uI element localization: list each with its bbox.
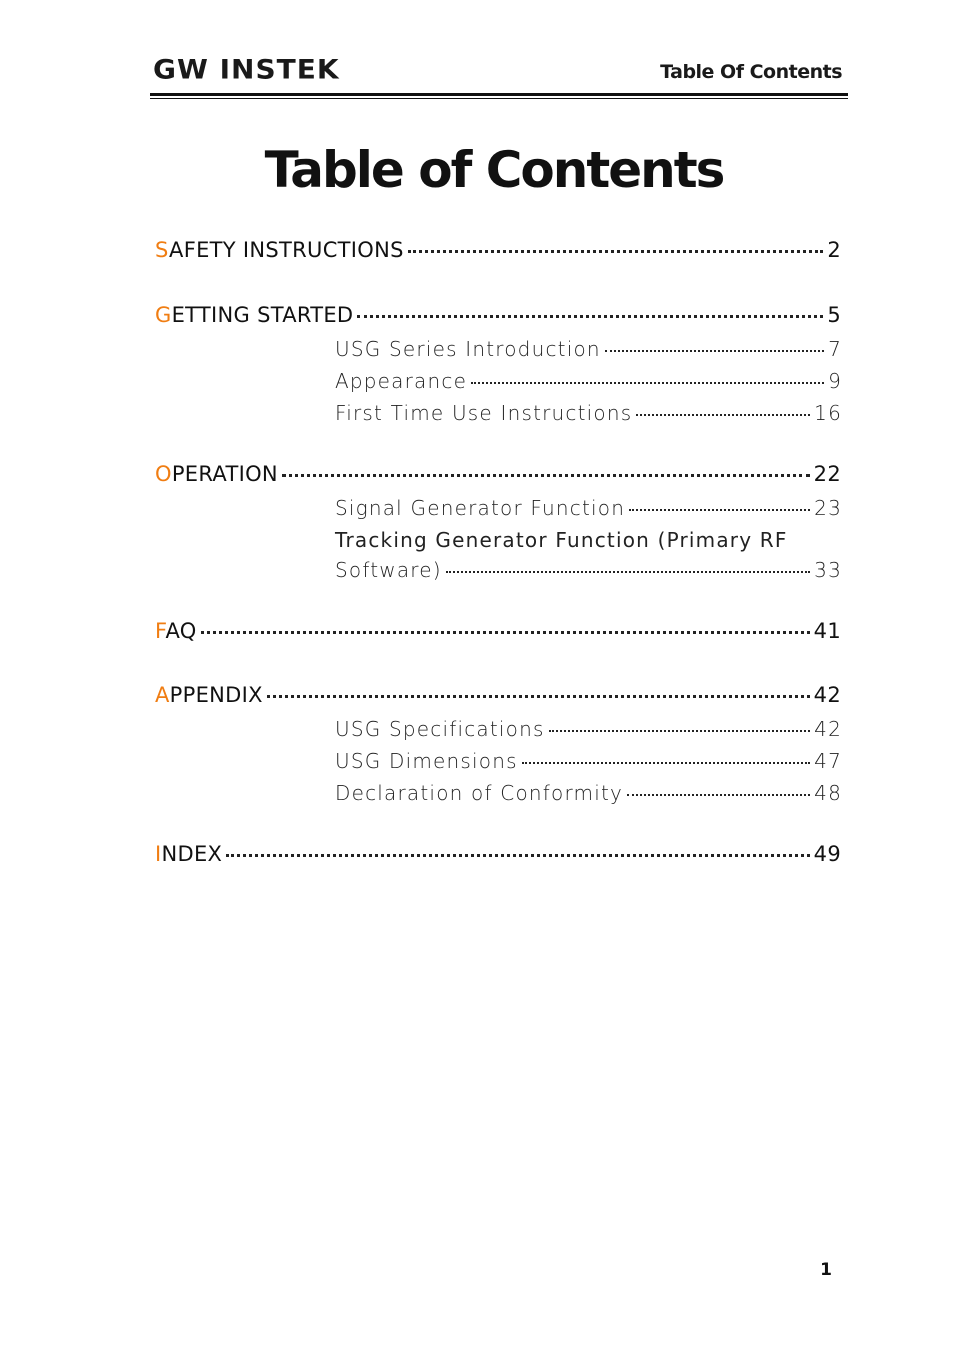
toc-page-number: 47 — [814, 749, 842, 773]
toc-chapter-getting-started[interactable] — [155, 301, 841, 329]
toc-chapter-label: SAFETY INSTRUCTIONS — [155, 238, 404, 262]
toc-page-number: 22 — [813, 462, 841, 486]
toc-page-number: 23 — [814, 496, 842, 520]
leader-dots — [471, 382, 824, 384]
toc-section-label: Signal Generator Function — [335, 496, 626, 520]
toc-page-number: 41 — [813, 619, 841, 643]
toc-chapter-safety[interactable] — [155, 236, 841, 264]
leader-dots — [522, 762, 810, 764]
toc-page-number: 9 — [828, 369, 842, 393]
toc-section-label-line1[interactable]: Tracking Generator Function (Primary RF — [335, 528, 788, 552]
toc-chapter-label: INDEX — [155, 842, 223, 866]
toc-section[interactable] — [335, 367, 842, 395]
leader-dots — [636, 414, 810, 416]
toc-chapter-label: GETTING STARTED — [155, 303, 354, 327]
page-title: Table of Contents — [264, 141, 724, 199]
leader-dots — [267, 695, 810, 698]
leader-dots — [627, 794, 810, 796]
leader-dots — [408, 250, 824, 253]
toc-chapter-label: FAQ — [155, 619, 197, 643]
toc-chapter-operation[interactable] — [155, 460, 841, 488]
leader-dots — [282, 474, 810, 477]
toc-page-number: 5 — [827, 303, 841, 327]
toc-chapter-label: APPENDIX — [155, 683, 263, 707]
toc-section-label: USG Dimensions — [335, 749, 518, 773]
leader-dots — [605, 350, 824, 352]
running-header: Table Of Contents — [660, 61, 842, 83]
leader-dots — [357, 315, 823, 318]
toc-page-number: 42 — [814, 717, 842, 741]
toc-section[interactable] — [335, 715, 842, 743]
leader-dots — [226, 854, 809, 857]
toc-page-number: 16 — [814, 401, 842, 425]
toc-page-number: 2 — [827, 238, 841, 262]
toc-chapter-faq[interactable] — [155, 617, 841, 645]
toc-page-number: 33 — [814, 558, 842, 582]
toc-chapter-index[interactable] — [155, 840, 841, 868]
leader-dots — [201, 631, 810, 634]
leader-dots — [446, 571, 810, 573]
toc-section-label: USG Specifications — [335, 717, 545, 741]
brand-logo: GW INSTEK — [153, 53, 340, 86]
toc-section[interactable] — [335, 747, 842, 775]
toc-chapter-label: OPERATION — [155, 462, 278, 486]
leader-dots — [629, 509, 810, 511]
toc-section[interactable] — [335, 779, 842, 807]
toc-page-number: 42 — [813, 683, 841, 707]
toc-section[interactable] — [335, 399, 842, 427]
leader-dots — [549, 730, 811, 732]
toc-page-number: 48 — [814, 781, 842, 805]
toc-section-label: Software) — [335, 558, 442, 582]
toc-section-label: USG Series Introduction — [335, 337, 601, 361]
toc-section[interactable] — [335, 556, 842, 584]
toc-section-label: First Time Use Instructions — [335, 401, 633, 425]
toc-section-label: Declaration of Conformity — [335, 781, 624, 805]
toc-page-number: 49 — [813, 842, 841, 866]
toc-section-label: Appearance — [335, 369, 468, 393]
toc-section[interactable] — [335, 494, 842, 522]
toc-chapter-appendix[interactable] — [155, 681, 841, 709]
footer-page-number: 1 — [820, 1260, 832, 1280]
toc-page-number: 7 — [828, 337, 842, 361]
toc-section[interactable] — [335, 335, 842, 363]
